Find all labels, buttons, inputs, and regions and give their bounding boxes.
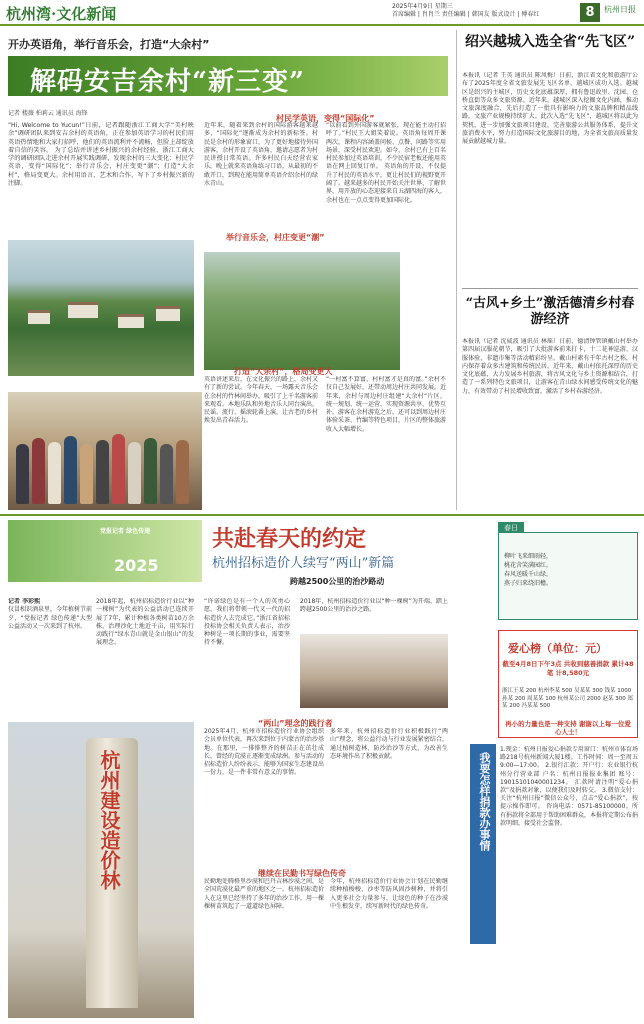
article-column: “许诺绿色是有一个人的英勇心愿，我们将带领一代又一代的招标造价人去完成它。”浙江省招标投标协会相关负责人表示，治沙种树是一项长期的事业，需要坚持不懈。 <box>204 598 290 647</box>
article-column: 民勤地处腾格里沙漠和巴丹吉林沙漠之间，是全国荒漠化最严重的地区之一。杭州招标造价人在这里已经坚持了多年的治沙工作，用一棵棵树苗筑起了一道道绿色屏障。 <box>204 878 324 910</box>
subhead-practice: “两山”理念的践行者 <box>258 719 333 728</box>
donation-thanks: 再小的力量也是一种支持 谢谢以上每一位爱心人士！ <box>505 720 631 736</box>
subhead-english: 村民学英语，变得“国际化” <box>276 114 375 123</box>
subhead-minqin: 继续在民勤书写绿色传奇 <box>258 869 346 878</box>
article-column: “以前看到外国游客就紧张，现在能主动打招呼了。”村民王大姐笑着说。英语角每周开课两次，课程内容涵盖问候、点餐、问路等实用场景，深受村民欢迎。如今，余村已有上百名村民参加过英语培训，不少民宿老板还能用英语在网上回复订单。 英语角的开设，不仅提升了村民的英语水平，更让村民们的视野更开阔了。越来越多的村民开始关注世界、了解世界，用开放的心态迎接来自五湖四海的客人，余村也在一点点变得更加国际化。 <box>326 122 446 204</box>
spring-byline: 记者 李彩熙 <box>8 598 41 605</box>
poster-slogan: 党报记者 绿色传递 <box>100 528 151 535</box>
spring-subheadline: 杭州招标造价人续写“两山”新篇 <box>212 556 395 571</box>
person-shape <box>96 440 109 504</box>
masthead <box>0 0 644 26</box>
memorial-stone-photo <box>8 722 194 1018</box>
donate-guide-body: 1.现金：杭州日报爱心捐款专用窗口：杭州市体育场路218号杭州新闻大厦1楼。工作时间：周一至周五9:00—17:00。 2.银行汇款：开户行：农业银行杭州分行营业部 户名：杭州日报报业集团 账号：19015101040001234。 汇款时请注明“爱心捐款”及捐款对象，以便我们及时转交。 3.微信支付：关注“杭州日报”微信公众号，点击“爱心捐款”，按提示操作即可。 咨询电话：0571-85100000。所有捐款将全部用于帮助困难群众，本报将定期公布捐款明细，接受社会监督。 <box>500 746 638 827</box>
side-divider <box>462 288 638 289</box>
spring-kicker: 跨越2500公里的治沙路动 <box>290 577 385 586</box>
poem-line: 燕子归来绕旧檐。 <box>504 580 553 587</box>
house-shape <box>118 314 144 328</box>
person-shape <box>112 434 125 504</box>
tea-garden-photo <box>204 252 400 370</box>
group-photo <box>8 392 202 510</box>
lead-kicker: 开办英语角，举行音乐会，打造“大余村” <box>8 38 210 51</box>
person-shape <box>160 444 173 504</box>
poem-line: 桃花含笑满园红。 <box>504 562 553 569</box>
lead-intro: “Hi, Welcome to Yucun!”日前，记者跟随浙江工商大学“美村映余”调研团队来到安吉余村的英语角，正在参加英语学习的村民们用英语热情地和大家打招呼，他们的英语流利并不流畅，但脸上却绽放着自信的笑容。 为了总结并讲述乡村振兴的余村经验，浙江工商大学的调研团队走进余村开展实践调研，发现余村的三大变化：村民学英语，变得“国际化”；举行音乐会，村庄变更“潮”；打造“大余村”，格局变更大。余村用语言、艺术和合作，写下了乡村振兴新的注脚。 <box>8 122 194 188</box>
side-headline-shaoxing: 绍兴越城入选全省“先飞区” <box>464 34 636 50</box>
spring-byline-column <box>8 598 92 718</box>
article-column: 多年来，杭州招标造价行业积极践行“两山”理念，将公益行动与行业发展紧密结合，通过植树造林、防沙治沙等方式，为改善生态环境作出了积极贡献。 <box>330 728 448 760</box>
article-column: 2018年，杭州招标造价行业以“种一棵树”为开端，踏上跨越2500公里的治沙之路。 <box>300 598 448 614</box>
masthead-meta <box>392 3 572 19</box>
lead-headline-banner <box>8 56 448 96</box>
lead-headline: 解码安吉余村“新三变” <box>30 67 305 97</box>
person-shape <box>80 444 93 504</box>
poem-lines <box>504 552 632 588</box>
spring-headline: 共赴春天的约定 <box>212 526 367 552</box>
subhead-big-village: 打造“大余村”，格局变更大 <box>234 367 333 376</box>
campaign-poster <box>8 520 202 582</box>
page-number: 8 <box>580 3 600 22</box>
person-shape <box>144 438 157 504</box>
stone-inscription: 杭州建设造价林 <box>97 750 121 890</box>
donor-list: 浙江王某 200 杭州李某 500 吴某某 300 钱某 1000 孙某 200 周某某 100 杭州某公司 2000 赵某 300 郑某 200 冯某某 500 <box>502 688 633 709</box>
lead-byline: 记者 楼薇 柏莉云 通讯员 海锋 <box>8 110 88 117</box>
person-shape <box>48 442 61 504</box>
poem-tag: 春日 <box>498 522 524 534</box>
poem-line: 柳叶飞来细雨轻， <box>504 553 553 560</box>
article-column: 今年，杭州招标造价行业协会计划在民勤继续种植梭梭、沙枣等防风固沙树种，并将引入更多社会力量参与，让绿色的种子在沙漠中生根发芽，续写新时代的绿色传奇。 <box>330 878 448 910</box>
article-column: 近年来，随着来到余村的国际游客越来越多，“国际化”逐渐成为余村的新标签。村民是余村的形象窗口，为了更好地接待外国游客，余村开设了英语角，邀请志愿者为村民讲授日常英语。许多村民白天经营农家乐，晚上就来英语角练习口语，从最初的不敢开口，到现在能用简单英语介绍余村的绿水青山。 <box>204 122 318 188</box>
section-divider <box>0 514 644 516</box>
donate-guide-banner <box>470 744 496 944</box>
side-article-body: 本报讯（记者 王英 通讯员 陈凤梅）日前，浙江省文化和旅游厅公布了2025年度全省文旅发展先飞区名单，越城区成功入选。越城区是绍兴的主城区，历史文化底蕴深厚，拥有鲁迅故里、沈园、仓桥直街等众多文旅资源。近年来，越城区深入挖掘文化内涵，推动文旅深度融合，先后打造了一批具有影响力的文旅品牌和精品线路，文旅产业规模持续扩大。此次入选“先飞区”，越城区将以此为契机，进一步加强文旅项目建设，完善旅游公共服务体系，提升文旅消费水平，努力打造国际文化旅游目的地，为全省文旅高质量发展贡献越城力量。 <box>462 72 638 146</box>
article-column: 2018年起，杭州招标造价行业以“种一棵树”为代表的公益活动已连续开展了7年，累计种植各类树苗10万余株，治理沙化土地近千亩，用实际行动践行“绿水青山就是金山银山”的发展理念。 <box>96 598 194 647</box>
donate-guide-title: 我要怎样捐款办事情 <box>478 752 491 851</box>
donation-summary: 截至4月8日下午3点 共收到慈善捐款 累计48笔 计8,580元 <box>502 660 634 677</box>
house-shape <box>156 306 180 321</box>
section-title: 杭州湾·文化新闻 <box>6 5 117 23</box>
article-column: “一村富不算富，村村富才是真的富。”余村不仅自己发展好，还带动周边村庄共同发展。近年来，余村与周边村庄组建“大余村”片区，统一规划、统一运营，实现资源共享、优势互补。游客在余村游览之后，还可以到周边村庄体验采茶、竹编等特色项目，片区的整体旅游收入大幅增长。 <box>326 376 446 433</box>
person-shape <box>64 436 77 504</box>
subhead-concert: 举行音乐会，村庄变更“潮” <box>226 233 325 242</box>
village-aerial-photo <box>8 240 194 376</box>
article-paragraph: 仅冒相识酒泉里，今年植树节前夕，“党报记者 绿色传递”大型公益活动又一次来到了杭州。 <box>8 606 92 630</box>
editors-line: 首席编辑 | 肖肖兰 责任编辑 | 韩国友 版式设计 | 傅春红 <box>392 11 540 18</box>
newspaper-logo: 杭州日报 <box>604 5 636 14</box>
person-shape <box>16 444 29 504</box>
column-divider <box>456 30 457 510</box>
house-shape <box>28 310 50 324</box>
person-shape <box>128 442 141 504</box>
donation-list-title: 爱心榜（单位：元） <box>508 642 607 655</box>
person-shape <box>32 438 45 504</box>
poem-line: 春风送暖千山绿， <box>504 571 553 578</box>
person-shape <box>176 440 189 504</box>
article-column: 2025年4月，杭州市招标造价行业协会组织会员单位代表，再次来到位于内蒙古的治沙基地。在那里，一排排整齐的树苗正在茁壮成长，曾经的荒漠正逐渐变成绿洲。参与活动的招标造价人纷纷表示，能够为国家生态建设出一份力，是一件非常有意义的事情。 <box>204 728 324 777</box>
meeting-photo <box>300 634 448 708</box>
side-headline-deqing: “古风+乡土”激活德清乡村春游经济 <box>465 296 635 327</box>
article-column: 英语讲述来后，在文化振兴的路上，余村又有了新的尝试。今年春天，一场露天音乐会在余村的竹林间举办，吸引了上千名游客前来观看。本地乐队和外地音乐人同台演出，民谣、流行、摇滚轮番上演，让古老的乡村焕发出青春活力。 <box>204 376 318 425</box>
issue-date: 2025年4月9日 星期三 <box>392 3 453 10</box>
house-shape <box>68 302 98 318</box>
side-article-body: 本报讯（记者 沈威波 通讯员 林瑶）日前，德清钟管镇戴山村举办第四届汉服花朝节，吸引了大批游客前来打卡，十二花神巡游、汉服体验、非遗市集等活动精彩纷呈。戴山村素有千年古村之称，村内保存着众多古建筑和传统民居。近年来，戴山村依托深厚的历史文化底蕴，大力发展乡村旅游，将古风文化与乡土资源相结合，打造了一系列特色文旅项目，让游客在青山绿水间感受传统文化的魅力，有效带动了村民增收致富，激活了乡村春游经济。 <box>462 338 638 395</box>
poster-year: 2025 <box>114 556 159 575</box>
